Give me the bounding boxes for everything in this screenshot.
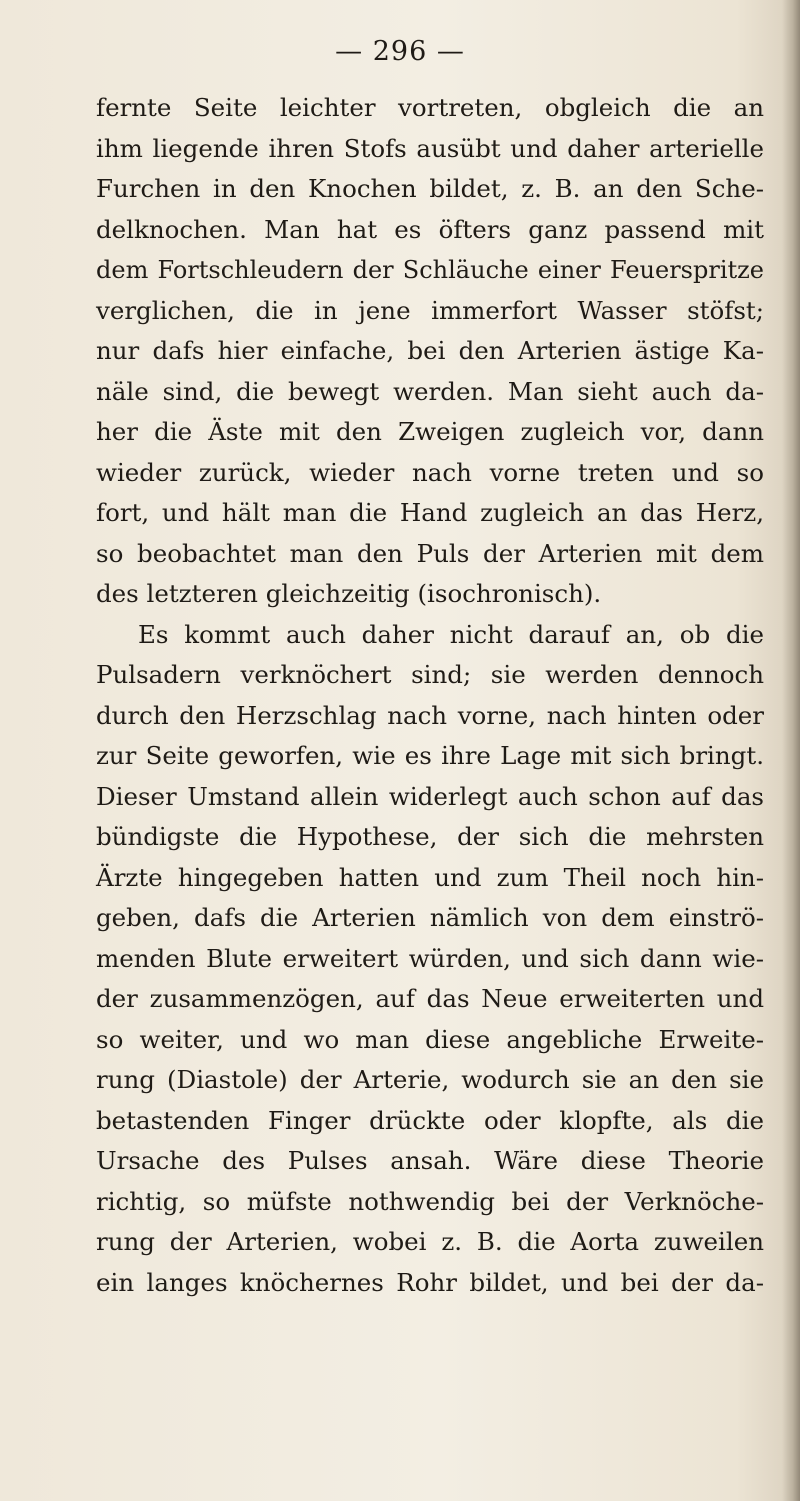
body-text [96, 88, 764, 1303]
text-line: Dieser Umstand allein widerlegt auch schon auf das [96, 781, 764, 811]
text-line: ein langes knöchernes Rohr bildet, und bei der da- [96, 1267, 764, 1297]
text-line: Ärzte hingegeben hatten und zum Theil noch hin- [96, 862, 764, 892]
text-line: delknochen. Man hat es öfters ganz passend mit [96, 214, 764, 244]
text-line: Ursache des Pulses ansah. Wäre diese Theorie [96, 1146, 764, 1175]
text-line: menden Blute erweitert würden, und sich dann wie- [96, 943, 764, 973]
text-line: nur dafs hier einfache, bei den Arterien ästige Ka- [96, 336, 764, 365]
text-line: ihm liegende ihren Stofs ausübt und daher arterielle [96, 133, 764, 163]
text-line: richtig, so müfste nothwendig bei der Verknöche- [96, 1186, 764, 1216]
text-line: durch den Herzschlag nach vorne, nach hinten oder [96, 700, 764, 730]
text-line: her die Äste mit den Zweigen zugleich vor, dann [96, 417, 764, 446]
text-line: Es kommt auch daher nicht darauf an, ob die [138, 619, 764, 649]
page-edge-shadow [782, 0, 800, 1501]
text-line: zur Seite geworfen, wie es ihre Lage mit sich bringt. [96, 741, 764, 770]
text-line: verglichen, die in jene immerfort Wasser stöfst; [96, 295, 764, 325]
text-line: Furchen in den Knochen bildet, z. B. an den Sche- [96, 174, 764, 203]
text-line: so weiter, und wo man diese angebliche Erweite- [96, 1024, 764, 1054]
page-number: — 296 — [335, 36, 465, 67]
text-line: so beobachtet man den Puls der Arterien mit dem [96, 538, 764, 568]
text-line: der zusammenzögen, auf das Neue erweiterten und [96, 984, 764, 1013]
text-line: fort, und hält man die Hand zugleich an das Herz, [96, 498, 764, 527]
text-line: näle sind, die bewegt werden. Man sieht auch da- [96, 376, 764, 406]
text-line: wieder zurück, wieder nach vorne treten und so [96, 457, 764, 487]
text-line: betastenden Finger drückte oder klopfte, als die [96, 1105, 764, 1135]
text-line: rung (Diastole) der Arterie, wodurch sie an den sie [96, 1065, 764, 1094]
text-line: bündigste die Hypothese, der sich die mehrsten [96, 822, 764, 851]
text-line: fernte Seite leichter vortreten, obgleich die an [96, 93, 764, 122]
text-line: dem Fortschleudern der Schläuche einer Feuerspritze [96, 256, 764, 284]
text-line: rung der Arterien, wobei z. B. die Aorta zuweilen [96, 1227, 764, 1256]
text-line: Pulsadern verknöchert sind; sie werden dennoch [96, 660, 764, 689]
text-line: geben, dafs die Arterien nämlich von dem einströ- [96, 903, 764, 932]
text-line: des letzteren gleichzeitig (isochronisch). [96, 579, 602, 608]
